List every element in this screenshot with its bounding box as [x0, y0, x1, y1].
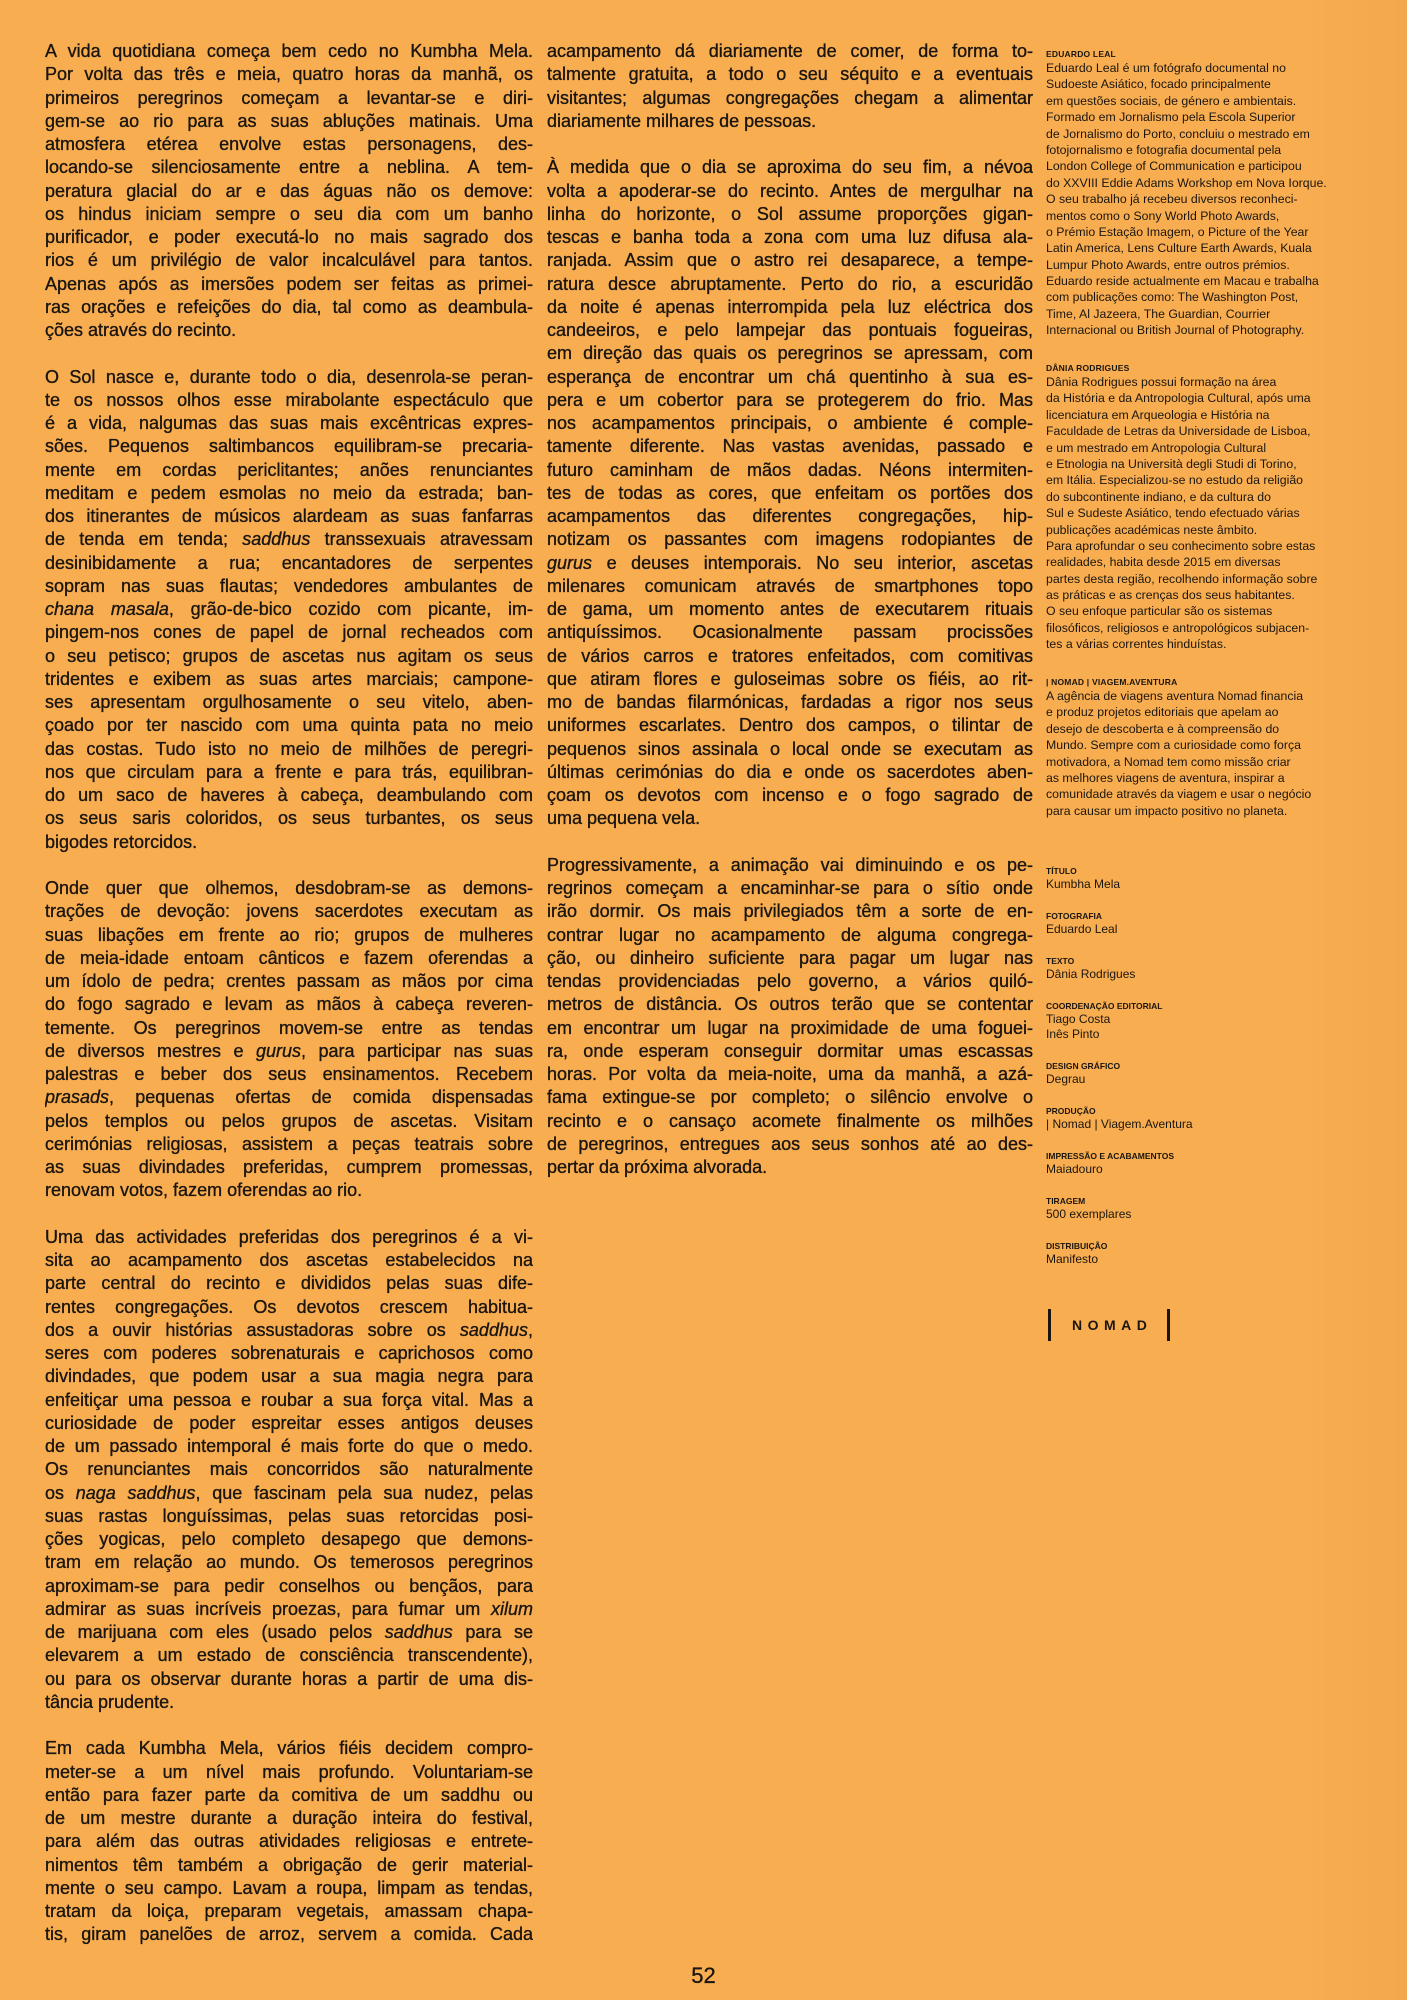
- text-line: da noite é apenas interrompida pela luz eléctrica dos: [547, 296, 1033, 317]
- credit-entry: [1046, 911, 1117, 937]
- credit-entry: [1046, 1001, 1163, 1042]
- bio-text-line: motivadora, a Nomad tem como missão criar: [1046, 754, 1291, 769]
- text-line: do fogo sagrado e levam as mãos à cabeça reveren-: [45, 994, 533, 1015]
- text-line: talmente gratuita, a todo o seu séquito e a eventuais: [547, 64, 1033, 85]
- credit-value: | Nomad | Viagem.Aventura: [1046, 1117, 1193, 1131]
- text-line: recinto e o cansaço acomete finalmente os milhões: [547, 1110, 1033, 1131]
- bio-text-line: partes desta região, recolhendo informação sobre: [1046, 571, 1318, 586]
- text-line: çoam os devotos com incenso e o fogo sagrado de: [547, 785, 1033, 805]
- page-number: 52: [691, 1963, 716, 1988]
- bio-text-line: de Jornalismo do Porto, concluiu o mestrado em: [1046, 126, 1310, 141]
- text-line: linha do horizonte, o Sol assume proporções gigan-: [547, 203, 1033, 224]
- italic-term: saddhus: [242, 529, 311, 550]
- text-line: visitantes; algumas congregações chegam a alimentar: [547, 87, 1033, 108]
- text-line: Os renunciantes mais concorridos são naturalmente: [45, 1459, 533, 1480]
- text-line: bigodes retorcidos.: [45, 831, 198, 852]
- bio-heading: | NOMAD | VIAGEM.AVENTURA: [1046, 677, 1178, 687]
- bio-text-line: Internacional ou British Journal of Photography.: [1046, 323, 1305, 338]
- credit-value: Eduardo Leal: [1046, 922, 1118, 936]
- text-line: suas libações em frente ao rio; grupos de mulheres: [45, 924, 533, 945]
- text-line: ções através do recinto.: [45, 320, 237, 340]
- text-line: O Sol nasce e, durante todo o dia, desenrola-se peran-: [45, 366, 533, 387]
- credit-value: Kumbha Mela: [1046, 877, 1121, 891]
- text-line: enfeitiçar uma pessoa e roubar a sua força vital. Mas a: [45, 1389, 533, 1410]
- text-line: locando-se silenciosamente entre a neblina. A tem-: [45, 157, 533, 178]
- text-line: ou para os observar durante horas a partir de uma dis-: [45, 1668, 533, 1689]
- text-line: te os nossos olhos esse mirabolante espectáculo que: [45, 389, 533, 410]
- text-line: tram em relação ao mundo. Os temerosos peregrinos: [45, 1552, 533, 1573]
- text-line: tamente diferente. Nas vastas avenidas, passado e: [547, 436, 1033, 457]
- italic-term: prasads: [45, 1087, 110, 1108]
- bio-text-line: as melhores viagens de aventura, inspirar a: [1046, 770, 1285, 785]
- text-line: çoado por ter nascido com uma quinta pata no meio: [45, 715, 533, 736]
- bio-text-line: desejo de descoberta e à compreensão do: [1046, 721, 1280, 736]
- text-line: para além das outras atividades religiosas e entrete-: [45, 1831, 533, 1852]
- text-line: nos acampamentos principais, o ambiente é comple-: [547, 413, 1033, 433]
- text-line: ção, ou dinheiro suficiente para pagar um lugar nas: [547, 947, 1033, 968]
- bio-block: [1046, 48, 1376, 339]
- bio-text-line: e Etnologia na Università degli Studi di Torino,: [1046, 456, 1297, 471]
- text-line: então para fazer parte da comitiva de um saddhu ou: [45, 1784, 533, 1805]
- text-line: sopram nas suas flautas; vendedores ambulantes de: [45, 575, 533, 596]
- text-line: antiquíssimos. Ocasionalmente passam procissões: [547, 622, 1033, 643]
- text-line: aproximam-se para pedir conselhos ou bençãos, para: [45, 1575, 533, 1596]
- text-line: uma pequena vela.: [547, 808, 701, 829]
- text-line: primeiros peregrinos começam a levantar-se e diri-: [45, 87, 533, 108]
- text-line: pertar da próxima alvorada.: [547, 1157, 768, 1177]
- text-line: purificador, e poder executá-lo no mais sagrado dos: [45, 227, 533, 247]
- text-line: meter-se a um nível mais profundo. Voluntariam-se: [45, 1761, 533, 1782]
- bio-block: [1046, 676, 1376, 819]
- text-line: desinibidamente a rua; encantadores de serpentes: [45, 552, 533, 573]
- text-line: gurus e deuses intemporais. No seu interior, ascetas: [547, 552, 1033, 573]
- text-line: A vida quotidiana começa bem cedo no Kumbha Mela.: [45, 41, 533, 61]
- paragraph: [45, 366, 533, 854]
- bio-text-line: Faculdade de Letras da Universidade de Lisboa,: [1046, 424, 1311, 439]
- text-line: milenares comunicam através de smartphones topo: [547, 575, 1033, 596]
- text-line: de tenda em tenda; saddhus transsexuais atravessam: [45, 529, 533, 550]
- bio-text-line: London College of Communication e participou: [1046, 159, 1302, 174]
- text-line: ranjada. Assim que o astro rei desaparece, a tempe-: [547, 250, 1033, 271]
- bio-text-line: realidades, habita desde 2015 em diversas: [1046, 555, 1281, 570]
- bio-text-line: em questões sociais, de género e ambientais.: [1046, 93, 1297, 108]
- credit-value: Maiadouro: [1046, 1162, 1103, 1176]
- text-line: atmosfera etérea envolve estas personagens, des-: [45, 134, 533, 154]
- italic-term: gurus: [255, 1040, 301, 1061]
- bio-text-line: em Itália. Especializou-se no estudo da religião: [1046, 473, 1304, 488]
- credit-value: Degrau: [1046, 1072, 1086, 1086]
- text-line: contrar lugar no acampamento de alguma congrega-: [547, 924, 1033, 945]
- bio-text-line: O seu trabalho já recebeu diversos reconheci-: [1046, 192, 1298, 207]
- credit-entry: [1046, 866, 1120, 892]
- bio-text-line: Dânia Rodrigues possui formação na área: [1046, 375, 1277, 389]
- text-line: acampamento dá diariamente de comer, de forma to-: [547, 41, 1033, 61]
- bio-text-line: o Prémio Estação Imagem, o Picture of the Year: [1046, 224, 1309, 239]
- paragraph: [45, 1226, 533, 1714]
- text-line: uniformes escarlates. Dentro dos campos, o tilintar de: [547, 715, 1033, 736]
- paragraph: [547, 40, 1033, 133]
- text-line: ratura desce abruptamente. Perto do rio, a escuridão: [547, 273, 1033, 294]
- credit-value: 500 exemplares: [1046, 1207, 1132, 1221]
- credit-label: TEXTO: [1046, 956, 1075, 966]
- paragraph: [547, 854, 1033, 1180]
- text-line: cerimónias religiosas, assistem a peças teatrais sobre: [45, 1133, 533, 1154]
- paragraph: [45, 877, 533, 1203]
- text-line: de um mestre durante a duração inteira do festival,: [45, 1808, 533, 1828]
- credit-value: Dânia Rodrigues: [1046, 967, 1136, 981]
- credit-entry: [1046, 956, 1135, 982]
- bio-text-line: e um mestrado em Antropologia Cultural: [1046, 440, 1267, 455]
- text-line: Progressivamente, a animação vai diminuindo e os pe-: [547, 854, 1033, 875]
- text-line: em direção das quais os peregrinos se apressam, com: [547, 343, 1033, 364]
- italic-term: gurus: [547, 552, 593, 573]
- credit-value: Manifesto: [1046, 1252, 1099, 1266]
- text-line: renovam votos, fazem oferendas ao rio.: [45, 1180, 363, 1201]
- text-line: pequenos sinos assinala o local onde se executam as: [547, 738, 1033, 759]
- logo-text: NOMAD: [1072, 1317, 1153, 1333]
- text-line: ras orações e refeições do dia, tal como as deambula-: [45, 296, 533, 317]
- bio-text-line: Mundo. Sempre com a curiosidade como força: [1046, 738, 1301, 753]
- text-line: fama extingue-se por completo; o silêncio envolve o: [547, 1087, 1033, 1108]
- text-line: do um saco de haveres à cabeça, deambulando com: [45, 785, 533, 805]
- text-line: de meia-idade entoam cânticos e fazem oferendas a: [45, 947, 533, 968]
- text-line: um ídolo de pedra; crentes passam as mãos por cima: [45, 971, 533, 991]
- bio-text-line: Time, Al Jazeera, The Guardian, Courrier: [1046, 306, 1271, 321]
- paragraph: [45, 40, 533, 342]
- bio-text-line: licenciatura em Arqueologia e História na: [1046, 407, 1270, 422]
- text-line: mente o seu campo. Lavam a roupa, limpam as tendas,: [45, 1877, 533, 1898]
- credit-value: Inês Pinto: [1046, 1027, 1100, 1041]
- text-line: Apenas após as imersões podem ser feitas as primei-: [45, 273, 533, 294]
- bio-text-line: mentos como o Sony World Photo Awards,: [1046, 208, 1280, 223]
- credit-label: IMPRESSÃO E ACABAMENTOS: [1046, 1151, 1174, 1161]
- text-line: regrinos começam a encaminhar-se para o sítio onde: [547, 878, 1033, 898]
- text-line: notizam os passantes com imagens rodopiantes de: [547, 529, 1033, 550]
- credit-label: PRODUÇÃO: [1046, 1106, 1096, 1116]
- text-line: das costas. Tudo isto no meio de milhões de peregri-: [45, 738, 533, 759]
- text-line: ra, onde esperam conseguir dormitar umas escassas: [547, 1040, 1033, 1061]
- text-line: ções yogicas, pelo completo desapego que demons-: [45, 1529, 533, 1549]
- text-line: tescas e banha toda a zona com uma luz difusa ala-: [547, 227, 1033, 247]
- text-line: curiosidade de poder espreitar esses antigos deuses: [45, 1412, 533, 1433]
- bio-text-line: Formado em Jornalismo pela Escola Superior: [1046, 110, 1296, 125]
- credit-label: COORDENAÇÃO EDITORIAL: [1046, 1001, 1163, 1011]
- text-line: esperança de encontrar um chá quentinho à sua es-: [547, 366, 1033, 387]
- text-line: palestras e beber dos seus ensinamentos. Recebem: [45, 1064, 533, 1084]
- bio-text-line: O seu enfoque particular são os sistemas: [1046, 604, 1273, 619]
- text-line: pingem-nos cones de papel de jornal recheados com: [45, 622, 533, 643]
- italic-term: chana masala: [45, 599, 169, 619]
- bio-text-line: Para aprofundar o seu conhecimento sobre estas: [1046, 538, 1316, 553]
- credit-entry: [1046, 1196, 1131, 1222]
- bio-text-line: publicações académicas neste âmbito.: [1046, 522, 1258, 537]
- bio-text-line: com publicações como: The Washington Post,: [1046, 290, 1299, 305]
- italic-term: saddhus: [384, 1622, 453, 1642]
- bio-text-line: para causar um impacto positivo no planeta.: [1046, 803, 1288, 818]
- text-line: de gama, um momento antes de executarem rituais: [547, 599, 1033, 619]
- text-line: rios é um privilégio de valor incalculável para tantos.: [45, 250, 533, 271]
- credit-label: DESIGN GRÁFICO: [1046, 1061, 1121, 1071]
- bio-heading: EDUARDO LEAL: [1046, 49, 1116, 59]
- text-line: sões. Pequenos saltimbancos equilibram-se precaria-: [45, 436, 533, 457]
- text-line: tridentes e exibem as suas artes marciais; campone-: [45, 668, 533, 689]
- text-line: é a vida, nalgumas das suas mais excêntricas expres-: [45, 413, 533, 433]
- text-line: ses apresentam orgulhosamente o seu vitelo, aben-: [45, 692, 533, 712]
- text-line: diariamente milhares de pessoas.: [547, 110, 817, 131]
- bio-text-line: comunidade através da viagem e usar o negócio: [1046, 787, 1312, 802]
- text-line: seres com poderes sobrenaturais e caprichosos como: [45, 1343, 533, 1363]
- text-line: À medida que o dia se aproxima do seu fim, a névoa: [547, 157, 1033, 178]
- credit-label: FOTOGRAFIA: [1046, 911, 1103, 921]
- text-line: Por volta das três e meia, quatro horas da manhã, os: [45, 64, 533, 85]
- bio-text-line: as práticas e as crenças dos seus habitantes.: [1046, 588, 1295, 603]
- text-line: chana masala, grão-de-bico cozido com picante, im-: [45, 599, 533, 619]
- text-line: divindades, que podem usar a sua magia negra para: [45, 1366, 533, 1387]
- text-line: meditam e pedem esmolas no meio da estrada; ban-: [45, 482, 533, 503]
- text-line: admirar as suas incríveis proezas, para fumar um xilum: [45, 1598, 533, 1619]
- text-line: mo de bandas filarmónicas, fardadas a rigor nos seus: [547, 692, 1033, 712]
- text-line: peratura glacial do ar e das águas não os demove:: [45, 180, 533, 201]
- bio-block: [1046, 362, 1376, 653]
- text-line: candeeiros, e pelo lampejar das pontuais fogueiras,: [547, 320, 1033, 340]
- paragraph: [45, 1737, 533, 1946]
- text-line: que atiram flores e guloseimas sobre os fiéis, ao rit-: [547, 668, 1033, 689]
- text-line: tis, giram panelões de arroz, servem a comida. Cada: [45, 1924, 533, 1945]
- bio-text-line: Eduardo reside actualmente em Macau e trabalha: [1046, 274, 1319, 289]
- italic-term: saddhus: [459, 1319, 528, 1340]
- text-line: as suas divindades preferidas, cumprem promessas,: [45, 1157, 533, 1177]
- credit-entry: [1046, 1241, 1107, 1267]
- article-column-2: [547, 40, 1033, 1203]
- credit-entry: [1046, 1151, 1174, 1177]
- bio-heading: DÂNIA RODRIGUES: [1046, 363, 1130, 373]
- nomad-logo: [1048, 1309, 1170, 1341]
- text-line: os naga saddhus, que fascinam pela sua nudez, pelas: [45, 1482, 533, 1503]
- text-line: nos que circulam para a frente e para trás, equilibran-: [45, 761, 533, 782]
- text-line: o seu petisco; grupos de ascetas nus agitam os seus: [45, 645, 533, 666]
- text-line: os hindus iniciam sempre o seu dia com um banho: [45, 203, 533, 224]
- text-line: suas rastas longuíssimas, pelas suas retorcidas posi-: [45, 1505, 533, 1526]
- text-line: Uma das actividades preferidas dos peregrinos é a vi-: [45, 1226, 533, 1247]
- text-line: parte central do recinto e divididos pelas suas dife-: [45, 1273, 533, 1294]
- text-line: tes de todas as cores, que enfeitam os portões dos: [547, 482, 1033, 503]
- bio-text-line: e produz projetos editoriais que apelam ao: [1046, 705, 1279, 720]
- bio-text-line: do XXVIII Eddie Adams Workshop em Nova Iorque.: [1046, 175, 1327, 190]
- text-line: horas. Por volta da meia-noite, uma da manhã, a azá-: [547, 1064, 1033, 1084]
- text-line: metros de distância. Os outros terão que se contentar: [547, 994, 1033, 1015]
- credit-label: TIRAGEM: [1046, 1196, 1086, 1206]
- text-line: Onde quer que olhemos, desdobram-se as demons-: [45, 878, 533, 898]
- bio-text-line: Sudoeste Asiático, focado principalmente: [1046, 77, 1271, 92]
- text-line: de vários carros e tratores enfeitados, com comitivas: [547, 645, 1033, 666]
- text-line: de marijuana com eles (usado pelos saddhus para se: [45, 1622, 533, 1642]
- text-line: dos itinerantes de músicos alardeam as suas fanfarras: [45, 506, 533, 526]
- text-line: futuro caminham de mãos dadas. Néons intermiten-: [547, 459, 1033, 480]
- text-line: irão dormir. Os mais privilegiados têm a sorte de en-: [547, 901, 1033, 922]
- text-line: trações de devoção: jovens sacerdotes executam as: [45, 901, 533, 922]
- bio-text-line: Sul e Sudeste Asiático, tendo efectuado várias: [1046, 506, 1300, 521]
- credit-label: TÍTULO: [1046, 866, 1077, 876]
- bio-text-line: do subcontinente indiano, e da cultura do: [1046, 489, 1271, 504]
- italic-term: xilum: [490, 1598, 533, 1619]
- text-line: tendas providenciadas pelo governo, a vários quiló-: [547, 971, 1033, 991]
- text-line: tância prudente.: [45, 1691, 175, 1712]
- text-line: dos a ouvir histórias assustadoras sobre os saddhus,: [45, 1319, 533, 1340]
- text-line: nimentos têm também a obrigação de gerir material-: [45, 1854, 533, 1875]
- logo-bar-right: [1167, 1309, 1170, 1341]
- credit-label: DISTRIBUIÇÃO: [1046, 1241, 1108, 1251]
- text-line: elevarem a um estado de consciência transcendente),: [45, 1645, 533, 1666]
- text-line: em encontrar um lugar na proximidade de uma foguei-: [547, 1017, 1033, 1038]
- article-column-1: [45, 40, 533, 1970]
- bio-text-line: tes a várias correntes hinduístas.: [1046, 637, 1227, 652]
- text-line: acampamentos das diferentes congregações, hip-: [547, 506, 1033, 526]
- paragraph: [547, 156, 1033, 830]
- text-line: de um passado intemporal é mais forte do que o medo.: [45, 1436, 533, 1456]
- text-line: de peregrinos, entregues aos seus sonhos até ao des-: [547, 1133, 1033, 1154]
- text-line: pelos templos ou pelos grupos de ascetas. Visitam: [45, 1110, 533, 1131]
- logo-bar-left: [1048, 1309, 1051, 1341]
- bio-text-line: Eduardo Leal é um fotógrafo documental no: [1046, 61, 1286, 75]
- bio-text-line: Lumpur Photo Awards, entre outros prémios.: [1046, 257, 1290, 272]
- bio-text-line: fotojornalismo e fotografia documental pela: [1046, 142, 1282, 157]
- text-line: de diversos mestres e gurus, para participar nas suas: [45, 1040, 533, 1061]
- italic-term: naga saddhus: [75, 1482, 196, 1503]
- text-line: temente. Os peregrinos movem-se entre as tendas: [45, 1017, 533, 1038]
- text-line: últimas cerimónias do dia e onde os sacerdotes aben-: [547, 761, 1033, 782]
- bio-text-line: da História e da Antropologia Cultural, após uma: [1046, 391, 1311, 406]
- text-line: rentes congregações. Os devotos crescem habitua-: [45, 1296, 533, 1317]
- text-line: Em cada Kumbha Mela, vários fiéis decidem compro-: [45, 1738, 533, 1759]
- bio-text-line: filosóficos, religiosos e antropológicos subjacen-: [1046, 620, 1310, 635]
- text-line: gem-se ao rio para as suas abluções matinais. Uma: [45, 110, 533, 131]
- text-line: volta a apoderar-se do recinto. Antes de mergulhar na: [547, 180, 1033, 201]
- text-line: prasads, pequenas ofertas de comida dispensadas: [45, 1087, 533, 1108]
- text-line: mente em cordas periclitantes; anões renunciantes: [45, 459, 533, 480]
- text-line: sita ao acampamento dos ascetas estabelecidos na: [45, 1250, 533, 1270]
- text-line: os seus saris coloridos, os seus turbantes, os seus: [45, 808, 533, 829]
- text-line: tratam da loiça, preparam vegetais, amassam chapa-: [45, 1901, 533, 1921]
- credit-entry: [1046, 1106, 1193, 1132]
- credit-value: Tiago Costa: [1046, 1012, 1111, 1026]
- bio-text-line: A agência de viagens aventura Nomad financia: [1046, 689, 1304, 703]
- credit-entry: [1046, 1061, 1120, 1087]
- bio-text-line: Latin America, Lens Culture Earth Awards, Kuala: [1046, 241, 1312, 256]
- text-line: pera e um cobertor para se protegerem do frio. Mas: [547, 389, 1033, 410]
